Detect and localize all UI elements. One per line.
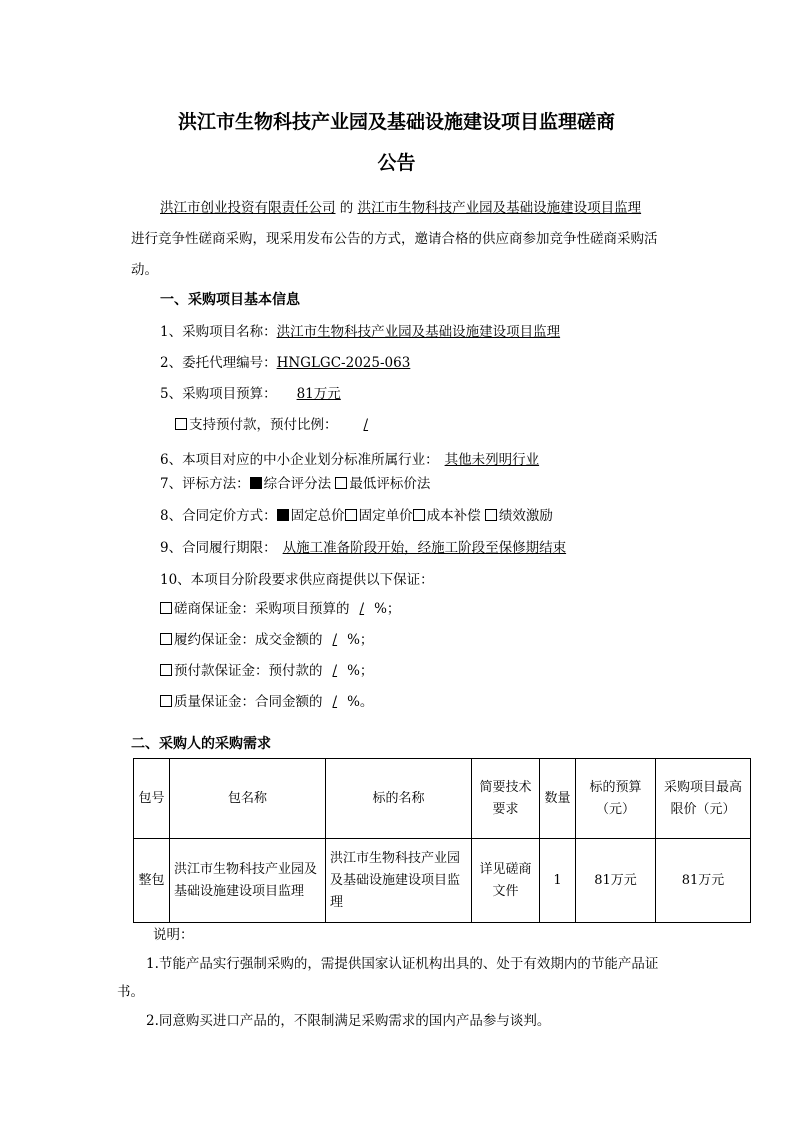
note-2: 2.同意购买进口产品的，不限制满足采购需求的国内产品参与谈判。: [146, 1013, 551, 1029]
item-eval-method: 7、评标方法： 综合评分法 最低评标价法: [160, 476, 431, 492]
guarantee-bid-checkbox: [160, 602, 172, 614]
table-cell: 81万元: [656, 839, 751, 923]
project-name: 洪江市生物科技产业园及基础设施建设项目监理: [357, 200, 642, 216]
header-cell: 数量: [540, 759, 576, 839]
table-row: [134, 839, 751, 923]
table-cell: 洪江市生物科技产业园及基础设施建设项目监理: [326, 839, 472, 923]
header-cell: 包名称: [170, 759, 326, 839]
item-project-name: 1、采购项目名称：洪江市生物科技产业园及基础设施建设项目监理: [160, 324, 561, 340]
prepay-checkbox: [175, 418, 187, 430]
guarantee-prepay-checkbox: [160, 664, 172, 676]
header-cell: 标的名称: [326, 759, 472, 839]
section2-heading: 二、采购人的采购需求: [131, 736, 271, 752]
header-cell: 标的预算（元）: [576, 759, 656, 839]
guarantee-bid: 磋商保证金：采购项目预算的 / %；: [160, 600, 400, 618]
header-cell: 简要技术要求: [472, 759, 540, 839]
pricing-option-1-checkbox: [277, 509, 289, 521]
intro-line1: 洪江市创业投资有限责任公司 的 洪江市生物科技产业园及基础设施建设项目监理: [160, 200, 642, 216]
page-title: 洪江市生物科技产业园及基础设施建设项目监理磋商: [177, 111, 615, 133]
table-header-row: [134, 759, 751, 839]
note-1-cont: 书。: [117, 984, 144, 1000]
page-title-line2: 公告: [377, 152, 416, 174]
table-cell: 整包: [134, 839, 170, 923]
item-guarantees: 10、本项目分阶段要求供应商提供以下保证：: [160, 572, 434, 588]
table-cell: 81万元: [576, 839, 656, 923]
guarantee-performance: 履约保证金：成交金额的 / %；: [160, 631, 373, 649]
table-cell: 洪江市生物科技产业园及基础设施建设项目监理: [170, 839, 326, 923]
item-prepay: 支持预付款，预付比例： /: [175, 416, 394, 434]
section1-heading: 一、采购项目基本信息: [160, 292, 300, 308]
pricing-option-2-checkbox: [345, 509, 357, 521]
table-cell: 1: [540, 839, 576, 923]
pricing-option-3-checkbox: [413, 509, 425, 521]
item-period: 9、合同履行期限： 从施工准备阶段开始，经施工阶段至保修期结束: [160, 540, 567, 556]
item-budget: 5、采购项目预算： 81万元: [160, 386, 341, 402]
note-1: 1.节能产品实行强制采购的，需提供国家认证机构出具的、处于有效期内的节能产品证: [146, 956, 659, 972]
guarantee-prepay: 预付款保证金：预付款的 / %；: [160, 662, 373, 680]
table-cell: 详见磋商文件: [472, 839, 540, 923]
guarantee-performance-checkbox: [160, 633, 172, 645]
guarantee-quality: 质量保证金：合同金额的 / %。: [160, 693, 373, 711]
eval-option-1-checkbox: [250, 477, 262, 489]
note-label: 说明：: [153, 927, 194, 943]
pricing-option-4-checkbox: [485, 509, 497, 521]
item-industry: 6、本项目对应的中小企业划分标准所属行业： 其他未列明行业: [160, 452, 540, 468]
intro-line3: 动。: [131, 262, 158, 278]
item-agency-code: 2、委托代理编号：HNGLGC-2025-063: [160, 355, 411, 371]
header-cell: 包号: [134, 759, 170, 839]
requirements-table: [133, 758, 751, 923]
intro-line2: 进行竞争性磋商采购，现采用发布公告的方式，邀请合格的供应商参加竞争性磋商采购活: [131, 231, 658, 247]
item-pricing: 8、合同定价方式： 固定总价 固定单价 成本补偿 绩效激励: [160, 508, 553, 524]
eval-option-2-checkbox: [335, 477, 347, 489]
purchaser-name: 洪江市创业投资有限责任公司: [160, 200, 336, 216]
guarantee-quality-checkbox: [160, 695, 172, 707]
header-cell: 采购项目最高限价（元）: [656, 759, 751, 839]
